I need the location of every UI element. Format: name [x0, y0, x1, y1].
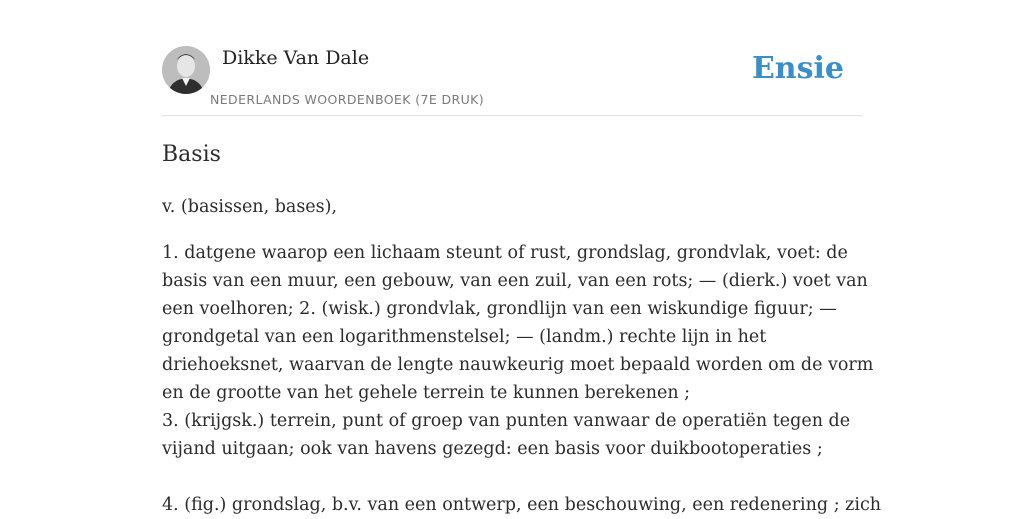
page — [162, 0, 882, 515]
entry-grammar: v. (basissen, bases), — [162, 197, 338, 217]
entry-definition — [162, 239, 882, 519]
definition-blank-line — [162, 463, 862, 491]
header — [162, 0, 862, 116]
definition-line: 4. (fig.) grondslag, b.v. van een ontwerp, een beschouwing, een redenering ; zich — [162, 495, 882, 515]
definition-line: een voelhoren; 2. (wisk.) grondvlak, grondlijn van een wiskundige figuur; — — [162, 299, 837, 319]
definition-line: 3. (krijgsk.) terrein, punt of groep van punten vanwaar de operatiën tegen de — [162, 411, 851, 431]
book-title[interactable]: Dikke Van Dale — [222, 47, 370, 69]
definition-line: grondgetal van een logarithmenstelsel; — (landm.) rechte lijn in het — [162, 327, 767, 347]
author-avatar[interactable] — [162, 46, 210, 94]
definition-line: driehoeksnet, waarvan de lengte nauwkeurig moet bepaald worden om de vorm — [162, 355, 874, 375]
definition-line: 1. datgene waarop een lichaam steunt of rust, grondslag, grondvlak, voet: de — [162, 243, 848, 263]
definition-line: vijand uitgaan; ook van havens gezegd: een basis voor duikbootoperaties ; — [162, 439, 823, 459]
definition-line: basis van een muur, een gebouw, van een zuil, van een rots; — (dierk.) voet van — [162, 271, 868, 291]
definition-line: en de grootte van het gehele terrein te kunnen berekenen ; — [162, 383, 691, 403]
portrait-avatar-icon — [162, 46, 210, 94]
brand-logo[interactable]: Ensie — [751, 51, 844, 86]
entry-title: Basis — [162, 142, 221, 167]
book-subtitle: NEDERLANDS WOORDENBOEK (7E DRUK) — [210, 92, 485, 107]
